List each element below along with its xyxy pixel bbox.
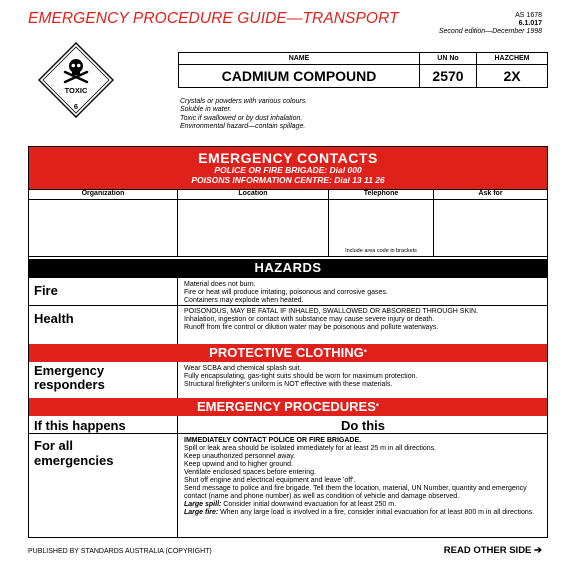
description-line: Environmental hazard—contain spillage.	[180, 123, 306, 131]
description-line: Toxic if swallowed or by dust inhalation.	[180, 114, 303, 122]
procedure-line: Keep unauthorized personnel away.	[184, 453, 296, 460]
guide-code: 6.1.017	[518, 20, 542, 27]
large-fire-text: When any large load is involved in a fire, consider initial evacuation for at least 800 m in all directions.	[218, 509, 535, 516]
publisher-note: PUBLISHED BY STANDARDS AUSTRALIA (COPYRIGHT)	[28, 548, 212, 555]
fire-row	[28, 277, 548, 305]
procedures-asterisk: *	[375, 402, 380, 411]
organization-cell[interactable]	[29, 200, 178, 257]
do-this: Do this	[340, 418, 386, 433]
large-fire-line	[184, 509, 542, 517]
product-name: CADMIUM COMPOUND	[179, 65, 420, 88]
placard-class: 6	[73, 102, 79, 111]
col-telephone: Telephone	[329, 190, 434, 200]
description-line: Crystals or powders with various colours.	[180, 98, 308, 105]
ask-for-cell[interactable]	[434, 200, 548, 257]
name-header: NAME	[179, 53, 420, 65]
hazchem-header: HAZCHEM	[477, 53, 548, 65]
protective-text	[184, 365, 542, 389]
health-line: POISONOUS, MAY BE FATAL IF INHALED, SWALLOWED OR ABSORBED THROUGH SKIN.	[184, 308, 479, 315]
poisons-line: POISONS INFORMATION CENTRE: Dial 13 11 26	[191, 174, 385, 185]
standard-block	[439, 12, 542, 36]
protective-clothing-header	[29, 344, 547, 362]
toxic-placard	[38, 42, 114, 118]
procedure-line: Shut off engine and electrical equipment and leave 'off'.	[184, 477, 356, 484]
fire-label: Fire	[34, 283, 58, 298]
responders-line: responders	[34, 377, 105, 392]
hazards-header: HAZARDS	[29, 259, 547, 277]
health-line: Runoff from fire control or dilution water may be poisonous and pollute waterways.	[184, 324, 439, 331]
placard-label: TOXIC	[64, 86, 88, 95]
procedures-text	[184, 437, 542, 517]
hazchem-code: 2X	[477, 65, 548, 88]
procedures-title: EMERGENCY PROCEDURES	[196, 399, 376, 414]
emergency-contacts-header	[29, 147, 547, 189]
protective-row	[28, 362, 548, 398]
un-number: 2570	[420, 65, 477, 88]
read-other-side[interactable]: READ OTHER SIDE ➔	[443, 545, 542, 556]
all-emergencies-row	[28, 434, 548, 537]
telephone-cell[interactable]	[329, 200, 434, 257]
procedure-line: Keep upwind and to higher ground.	[184, 461, 293, 468]
protective-title: PROTECTIVE CLOTHING	[209, 345, 364, 360]
edition: Second edition—December 1998	[438, 28, 542, 35]
responders-label	[34, 364, 105, 392]
emergencies-line: For all	[34, 438, 74, 453]
police-fire-line: POLICE OR FIRE BRIGADE: Dial 000	[214, 165, 362, 175]
fire-line: Material does not burn.	[184, 281, 256, 288]
large-spill-text: Consider initial downwind evacuation for at least 250 m.	[221, 501, 397, 508]
product-table	[178, 52, 548, 88]
health-text	[184, 308, 542, 332]
contacts-table	[28, 189, 548, 257]
description-line: Soluble in water.	[180, 106, 232, 114]
emergency-procedures-header	[29, 398, 547, 416]
large-spill-label: Large spill:	[184, 501, 222, 508]
protective-asterisk: *	[363, 348, 367, 357]
procedure-line: Ventilate enclosed spaces before entering.	[184, 469, 316, 476]
fire-line: Fire or heat will produce irritating, poisonous and corrosive gases.	[184, 289, 388, 296]
responders-line: Emergency	[34, 363, 105, 378]
fire-text	[184, 281, 542, 305]
guide-title: EMERGENCY PROCEDURE GUIDE—TRANSPORT	[28, 10, 399, 27]
procedures-column-header	[28, 416, 548, 434]
location-cell[interactable]	[178, 200, 329, 257]
first-instruction: IMMEDIATELY CONTACT POLICE OR FIRE BRIGADE.	[184, 437, 362, 444]
health-label: Health	[34, 311, 74, 326]
procedure-line: Spill or leak area should be isolated immediately for at least 25 m in all directions.	[184, 445, 437, 452]
col-organization: Organization	[29, 190, 178, 200]
product-description	[180, 98, 307, 132]
un-header: UN No	[420, 53, 477, 65]
large-spill-line	[184, 501, 542, 509]
procedure-line: Send message to police and fire brigade. Tell them the location, material, UN Number, quantity and emergency contact (name and phone number) as well as condition of vehicle and damage observed.	[184, 485, 527, 500]
health-row	[28, 305, 548, 344]
large-fire-label: Large fire:	[184, 509, 219, 516]
contacts-title: EMERGENCY CONTACTS	[198, 150, 378, 166]
fire-line: Containers may explode when heated.	[184, 297, 304, 304]
col-ask-for: Ask for	[434, 190, 548, 200]
standard-number: AS 1678	[515, 12, 542, 19]
phone-note: Include area code in brackets	[345, 248, 417, 254]
if-this-happens: If this happens	[34, 418, 126, 433]
protective-line: Structural firefighter's uniform is NOT effective with these materials.	[184, 381, 393, 388]
protective-line: Fully encapsulating, gas-tight suits should be worn for maximum protection.	[184, 373, 418, 380]
all-emergencies-label	[34, 438, 114, 468]
protective-line: Wear SCBA and chemical splash suit.	[184, 365, 302, 372]
health-line: Inhalation, ingestion or contact with substance may cause severe injury or death.	[184, 316, 435, 323]
col-location: Location	[178, 190, 329, 200]
emergencies-line: emergencies	[34, 453, 114, 468]
